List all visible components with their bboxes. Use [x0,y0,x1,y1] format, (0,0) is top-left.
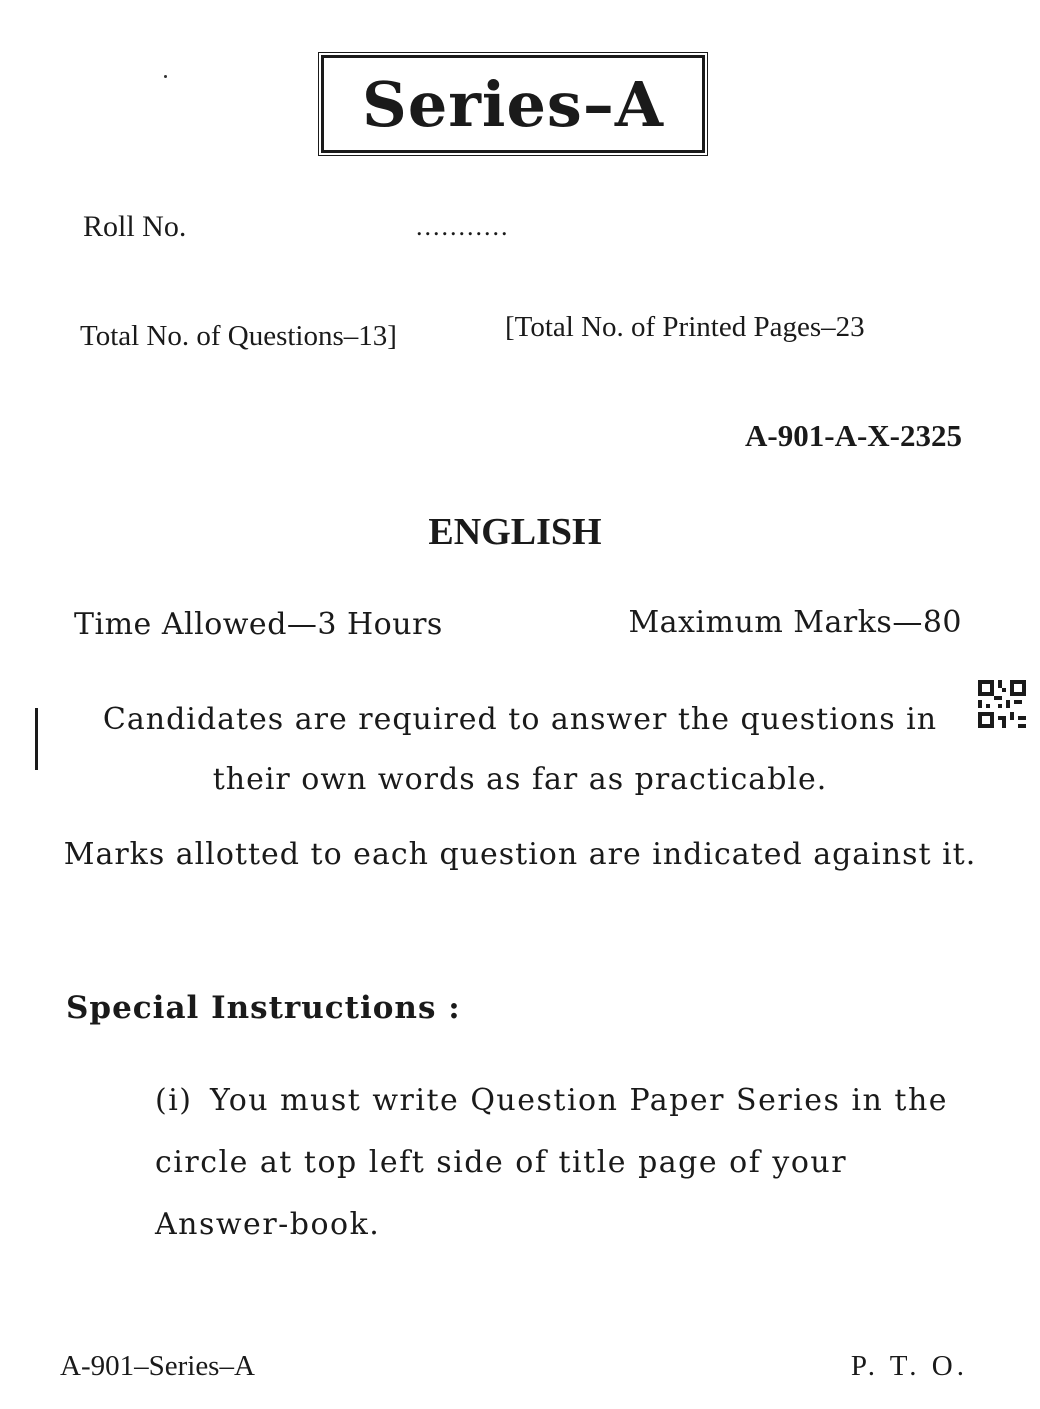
paper-code: A-901-A-X-2325 [745,418,962,453]
subject-title: ENGLISH [428,511,602,553]
footer-series-code: A-901–Series–A [60,1350,255,1382]
roll-number-field[interactable]: ........... [416,212,510,241]
series-title-box [321,55,705,153]
total-questions: Total No. of Questions–13] [80,320,397,352]
time-allowed: Time Allowed—3 Hours [74,607,443,642]
instruction-answer-own-words: Candidates are required to answer the questions in their own words as far as practicable. [102,702,938,797]
total-printed-pages: [Total No. of Printed Pages–23 [505,311,865,343]
series-title: Series–A [362,67,664,141]
stray-speck [164,75,167,78]
instruction-number: (i) [155,1083,193,1118]
maximum-marks: Maximum Marks—80 [628,605,962,640]
roll-number-label: Roll No. [83,210,187,243]
special-instruction-item [155,1070,985,1256]
qr-code-icon [978,680,1026,728]
special-instructions-heading: Special Instructions : [66,990,461,1026]
instruction-text: You must write Question Paper Series in the circle at top left side of title page of your Answer-book. [155,1083,949,1242]
footer-pto: P. T. O. [850,1350,968,1382]
instruction-marks-allotted: Marks allotted to each question are indicated against it. [63,837,977,872]
margin-mark [35,708,38,770]
